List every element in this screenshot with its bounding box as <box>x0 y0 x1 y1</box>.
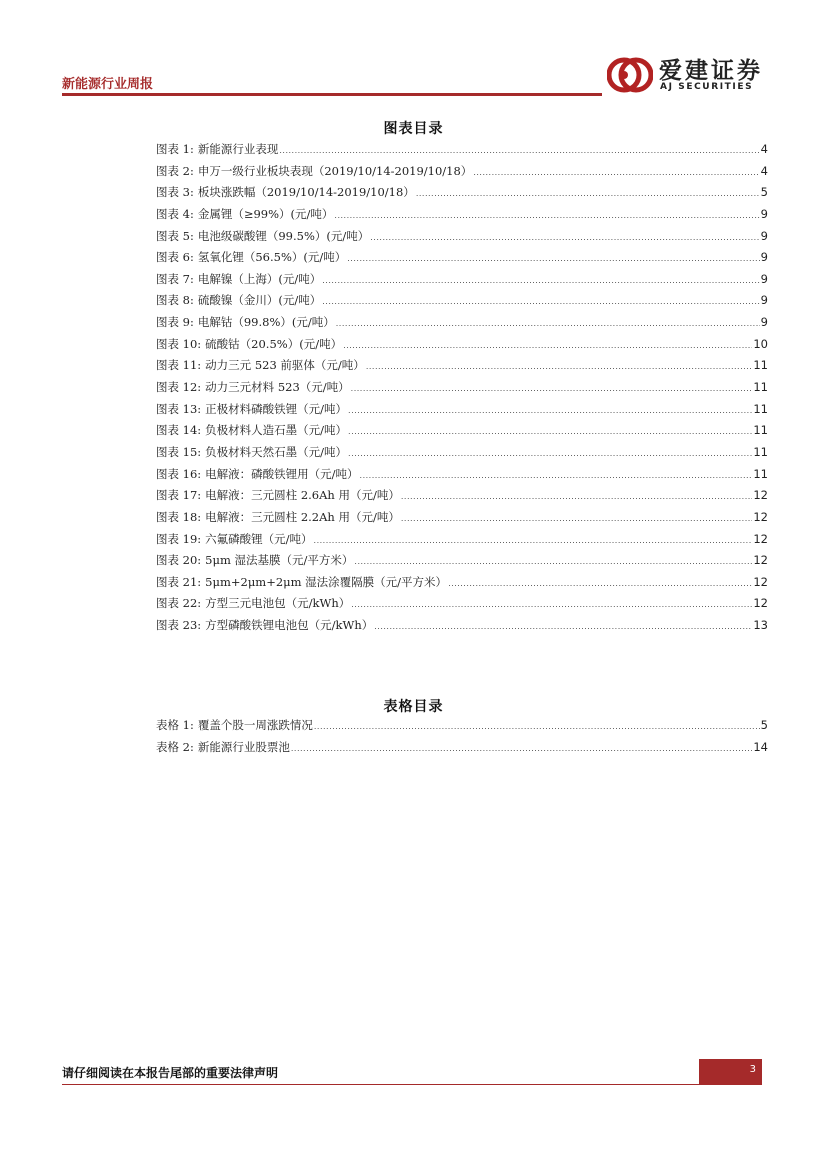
toc-entry-page: 13 <box>753 618 768 633</box>
toc-entry-text: 氢氧化锂（56.5%）(元/吨） <box>197 250 347 265</box>
toc-entry[interactable] <box>156 466 768 488</box>
toc-entry-title <box>156 141 278 157</box>
toc-leader-dots <box>279 146 759 155</box>
company-logo <box>607 52 772 98</box>
toc-entry-page: 11 <box>753 423 768 438</box>
toc-entry[interactable] <box>156 739 768 761</box>
toc-entry[interactable] <box>156 336 768 358</box>
toc-leader-dots <box>348 449 752 458</box>
toc-entry-page: 11 <box>753 380 768 395</box>
toc-leader-dots <box>354 557 752 566</box>
toc-leader-dots <box>351 600 752 609</box>
toc-entry-label: 图表 8: <box>156 293 194 308</box>
toc-entry-text: 电解钴（99.8%）(元/吨） <box>197 315 335 330</box>
toc-entry[interactable] <box>156 249 768 271</box>
toc-entry-text: 5μm 湿法基膜（元/平方米） <box>205 553 354 568</box>
toc-entry-text: 硫酸镍（金川）(元/吨） <box>197 293 322 308</box>
toc-entry-page: 4 <box>760 142 768 156</box>
toc-entry-page: 12 <box>753 531 768 546</box>
toc-entry-text: 电解液：三元圆柱 2.2Ah 用（元/吨） <box>205 509 400 524</box>
toc-entry-page: 9 <box>760 315 768 330</box>
toc-entry-title <box>156 336 342 352</box>
toc-entry[interactable] <box>156 444 768 466</box>
toc-entry[interactable] <box>156 422 768 444</box>
toc-leader-dots <box>473 168 759 177</box>
toc-entry-text: 5μm+2μm+2μm 湿法涂覆隔膜（元/平方米） <box>205 574 448 589</box>
toc-entry[interactable] <box>156 487 768 509</box>
toc-entry[interactable] <box>156 271 768 293</box>
toc-entry[interactable] <box>156 357 768 379</box>
toc-entry-label: 图表 4: <box>156 206 194 221</box>
toc-entry-page: 9 <box>760 228 768 243</box>
toc-entry-text: 电解液：三元圆柱 2.6Ah 用（元/吨） <box>205 488 400 503</box>
toc-entry-text: 动力三元材料 523（元/吨） <box>205 380 350 395</box>
page-number: 3 <box>749 1064 756 1075</box>
toc-leader-dots <box>448 579 752 588</box>
toc-entry-label: 图表 23: <box>156 618 202 633</box>
logo-chinese-name: 爱建证券 <box>659 57 763 84</box>
toc-entry-page: 5 <box>760 185 768 200</box>
toc-entry-label: 图表 9: <box>156 315 194 330</box>
toc-entry-text: 负极材料人造石墨（元/吨） <box>205 423 348 438</box>
toc-entry-label: 图表 13: <box>156 401 202 416</box>
toc-entry-label: 图表 17: <box>156 488 202 503</box>
toc-entry-label: 图表 21: <box>156 574 202 589</box>
figures-toc-title: 图表目录 <box>383 121 444 137</box>
logo-english-name: AJ SECURITIES <box>660 82 754 92</box>
toc-entry-text: 负极材料天然石墨（元/吨） <box>205 444 348 459</box>
toc-entry-text: 电解镍（上海）(元/吨） <box>197 271 322 286</box>
toc-leader-dots <box>322 297 759 306</box>
toc-entry[interactable] <box>156 552 768 574</box>
toc-leader-dots <box>314 722 760 731</box>
toc-entry-text: 电池级碳酸锂（99.5%）(元/吨） <box>197 228 370 243</box>
toc-entry-title <box>156 617 373 633</box>
toc-entry-page: 12 <box>753 488 768 503</box>
toc-entry-title <box>156 552 353 568</box>
toc-entry-title <box>156 249 346 265</box>
toc-entry[interactable] <box>156 531 768 553</box>
toc-entry-title <box>156 509 400 525</box>
toc-leader-dots <box>343 341 752 350</box>
toc-entry-label: 图表 19: <box>156 531 202 546</box>
toc-entry-label: 图表 18: <box>156 509 202 524</box>
toc-entry-page: 4 <box>760 163 768 178</box>
toc-entry-title <box>156 595 350 611</box>
toc-entry-page: 11 <box>753 401 768 416</box>
toc-leader-dots <box>314 536 753 545</box>
toc-entry-title <box>156 379 350 395</box>
toc-entry[interactable] <box>156 314 768 336</box>
logo-mark-icon <box>607 56 653 94</box>
toc-entry[interactable] <box>156 163 768 185</box>
toc-entry-label: 图表 6: <box>156 250 194 265</box>
toc-entry-text: 覆盖个股一周涨跌情况 <box>197 718 313 732</box>
toc-entry-text: 六氟磷酸锂（元/吨） <box>205 531 313 546</box>
toc-entry-page: 9 <box>760 250 768 265</box>
toc-leader-dots <box>348 427 752 436</box>
tables-toc-list <box>156 717 768 760</box>
toc-entry-title <box>156 314 335 330</box>
toc-leader-dots <box>360 471 753 480</box>
tables-toc-title: 表格目录 <box>383 699 444 715</box>
toc-entry[interactable] <box>156 184 768 206</box>
toc-entry-text: 电解液：磷酸铁锂用（元/吨） <box>205 466 359 481</box>
toc-entry-title <box>156 574 447 590</box>
report-series-title: 新能源行业周报 <box>62 77 154 92</box>
toc-entry-page: 11 <box>753 444 768 459</box>
toc-entry-label: 图表 12: <box>156 380 202 395</box>
toc-entry-page: 12 <box>753 574 768 589</box>
toc-entry-page: 5 <box>760 718 768 732</box>
header-divider <box>62 93 602 96</box>
figures-toc-list <box>156 141 768 639</box>
toc-leader-dots <box>401 492 753 501</box>
footer-divider <box>62 1084 762 1085</box>
toc-entry-label: 图表 5: <box>156 228 194 243</box>
toc-entry-title <box>156 163 472 179</box>
toc-leader-dots <box>416 189 760 198</box>
toc-entry-label: 图表 2: <box>156 163 194 178</box>
toc-entry-text: 方型三元电池包（元/kWh） <box>205 596 351 611</box>
toc-entry-text: 申万一级行业板块表现（2019/10/14-2019/10/18） <box>197 163 473 178</box>
toc-entry[interactable] <box>156 595 768 617</box>
toc-leader-dots <box>336 319 760 328</box>
toc-entry[interactable] <box>156 141 768 163</box>
toc-leader-dots <box>347 254 759 263</box>
toc-entry[interactable] <box>156 574 768 596</box>
toc-entry-page: 14 <box>753 739 768 754</box>
toc-entry-label: 图表 3: <box>156 185 194 200</box>
toc-entry-label: 图表 15: <box>156 444 202 459</box>
toc-entry-title <box>156 739 290 755</box>
toc-entry-page: 12 <box>753 509 768 524</box>
toc-entry-label: 图表 22: <box>156 596 202 611</box>
toc-leader-dots <box>366 362 753 371</box>
toc-leader-dots <box>291 744 753 753</box>
toc-entry-title <box>156 717 313 733</box>
toc-entry-title <box>156 184 415 200</box>
toc-entry-text: 动力三元 523 前驱体（元/吨） <box>205 358 365 373</box>
toc-entry-page: 9 <box>760 293 768 308</box>
toc-entry[interactable] <box>156 292 768 314</box>
toc-leader-dots <box>322 276 759 285</box>
toc-entry[interactable] <box>156 228 768 250</box>
toc-entry-title <box>156 487 400 503</box>
toc-entry-page: 12 <box>753 596 768 611</box>
toc-leader-dots <box>401 514 753 523</box>
toc-entry-label: 图表 16: <box>156 466 202 481</box>
toc-entry-page: 9 <box>760 271 768 286</box>
toc-entry-title <box>156 401 347 417</box>
toc-entry-page: 11 <box>753 466 768 481</box>
toc-entry-title <box>156 422 347 438</box>
toc-entry-title <box>156 271 321 287</box>
toc-entry-label: 图表 1: <box>156 142 194 156</box>
toc-entry-title <box>156 531 313 547</box>
toc-entry-text: 新能源行业表现 <box>197 142 279 156</box>
toc-entry-title <box>156 228 369 244</box>
toc-entry-text: 新能源行业股票池 <box>197 739 290 754</box>
toc-entry[interactable] <box>156 401 768 423</box>
toc-entry-title <box>156 466 359 482</box>
toc-leader-dots <box>370 233 759 242</box>
toc-leader-dots <box>348 406 752 415</box>
toc-entry-text: 方型磷酸铁锂电池包（元/kWh） <box>205 618 374 633</box>
toc-entry-page: 10 <box>753 336 768 351</box>
toc-entry[interactable] <box>156 379 768 401</box>
page-number-box <box>699 1059 762 1085</box>
toc-entry-page: 11 <box>753 358 768 373</box>
toc-entry-label: 表格 2: <box>156 739 194 754</box>
toc-entry-label: 图表 14: <box>156 423 202 438</box>
toc-entry[interactable] <box>156 617 768 639</box>
toc-entry-label: 表格 1: <box>156 718 194 732</box>
toc-entry-title <box>156 444 347 460</box>
toc-entry-label: 图表 20: <box>156 553 202 568</box>
toc-entry-label: 图表 10: <box>156 336 202 351</box>
toc-entry[interactable] <box>156 509 768 531</box>
toc-entry-label: 图表 11: <box>156 358 202 373</box>
toc-entry-title <box>156 206 333 222</box>
toc-entry-text: 金属锂（≥99%）(元/吨） <box>197 206 334 221</box>
toc-entry-title <box>156 292 321 308</box>
toc-entry-label: 图表 7: <box>156 271 194 286</box>
toc-entry-text: 正极材料磷酸铁锂（元/吨） <box>205 401 348 416</box>
toc-entry-page: 9 <box>760 206 768 221</box>
toc-leader-dots <box>351 384 753 393</box>
toc-entry-title <box>156 357 365 373</box>
toc-entry-page: 12 <box>753 553 768 568</box>
legal-notice: 请仔细阅读在本报告尾部的重要法律声明 <box>62 1066 279 1080</box>
toc-entry[interactable] <box>156 717 768 739</box>
toc-leader-dots <box>374 622 752 631</box>
toc-entry-text: 板块涨跌幅（2019/10/14-2019/10/18） <box>197 185 415 200</box>
toc-leader-dots <box>334 211 759 220</box>
toc-entry-text: 硫酸钴（20.5%）(元/吨） <box>205 336 343 351</box>
toc-entry[interactable] <box>156 206 768 228</box>
